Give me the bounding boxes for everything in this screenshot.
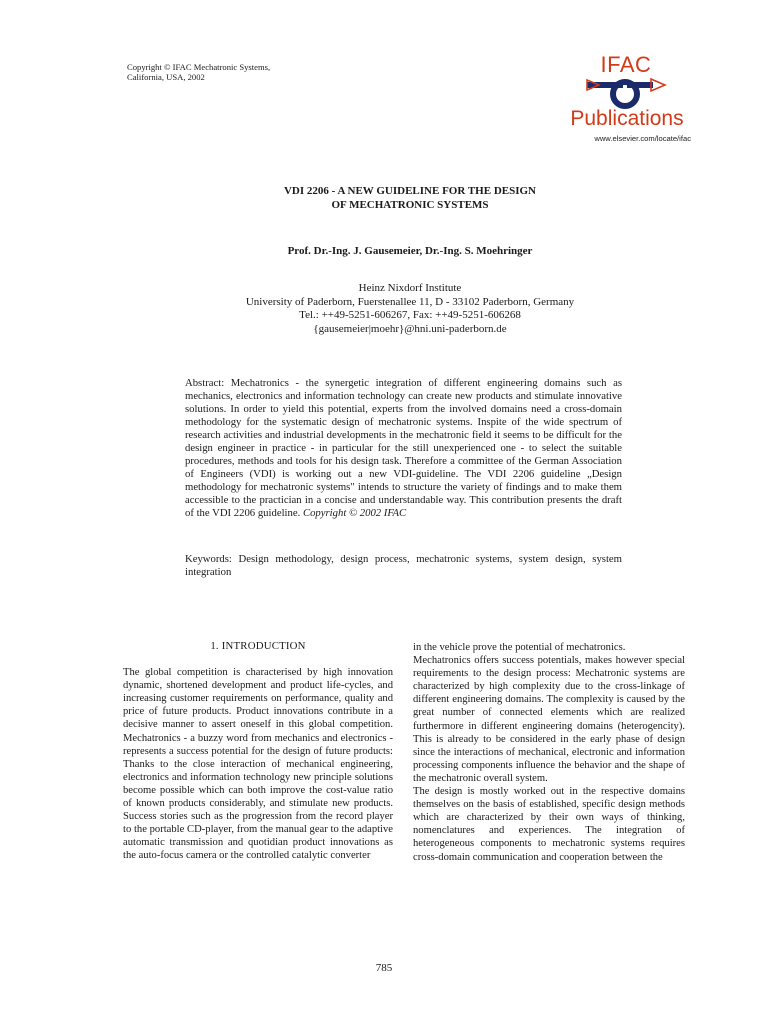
paper-title <box>180 185 640 212</box>
keywords: Keywords: Design methodology, design process, mechatronic systems, system design, system integration <box>185 553 622 578</box>
affiliation <box>160 282 660 336</box>
copyright-line-1: Copyright © IFAC Mechatronic Systems, <box>127 62 271 72</box>
left-column <box>123 640 393 863</box>
section-heading-introduction: 1. INTRODUCTION <box>210 640 306 652</box>
logo-url: www.elsevier.com/locate/ifac <box>594 134 691 143</box>
affiliation-university: University of Paderborn, Fuerstenallee 11, D - 33102 Paderborn, Germany <box>245 295 575 308</box>
affiliation-email: {gausemeier|moehr}@hni.uni-paderborn.de <box>313 322 507 335</box>
title-line-1: VDI 2206 - A NEW GUIDELINE FOR THE DESIGN <box>283 185 537 197</box>
title-line-2: OF MECHATRONIC SYSTEMS <box>331 198 489 211</box>
affiliation-phone: Tel.: ++49-5251-606267, Fax: ++49-5251-606268 <box>299 309 521 321</box>
intro-paragraph-1: The global competition is characterised by high innovation dynamic, shortened development and product life-cycles, and increasing customer requirements on performance, quality and price of future products. Product innovations contribute in a decisive manner to assert oneself in this global competition. Mechatronics - a buzzy word from mechanics and electronics - represents a success potential for the design of future products: Thanks to the close interaction of mechanical engineering, electronics and information technology new principle solutions become possible which can both improve the cost-value ratio of known products considerably, and stimulate new products. Success stories such as the progression from the record player to the portable CD-player, from the manual gear to the adaptive automatic transmission and quotidian product innovations as the auto-focus camera or the controlled catalytic converter <box>123 667 393 862</box>
copyright-notice <box>127 62 347 82</box>
logo-publications-text: Publications <box>570 107 684 130</box>
ifac-publications-logo <box>555 52 690 147</box>
abstract <box>185 377 622 520</box>
right-paragraph-1: in the vehicle prove the potential of mechatronics. <box>413 642 626 653</box>
logo-ifac-text: IFAC <box>600 52 652 77</box>
right-column <box>413 641 685 864</box>
page-number: 785 <box>375 962 393 974</box>
paper-authors: Prof. Dr.-Ing. J. Gausemeier, Dr.-Ing. S. Moehringer <box>287 245 533 257</box>
abstract-text: Abstract: Mechatronics - the synergetic integration of different engineering domains such as mechanics, electronics and information technology can create new products and stimulate innovative solutions. In order to yield this potential, experts from the involved domains need a cross-domain methodology for the systematic design of mechatronic systems. Inspite of the wide spectrum of research activities and industrial developments in the mechatronic field it seems to be difficult for the design engineer in practice - in particular for the still unexperienced one - to select the suitable procedures, methods and tools for his design task. Therefore a committee of the German Association of Engineers (VDI) is working out a new VDI-guideline. The VDI 2206 guideline „Design methodology for mechatronic systems" intends to structure the variety of findings and to make them accessible to the practician in a concise and understandable way. This contribution presents the draft of the VDI 2206 guideline. <box>185 377 622 519</box>
right-paragraph-3: The design is mostly worked out in the respective domains themselves on the basis of established, specific design methods which are characterized by their own ways of thinking, nomenclatures and experiences. The integration of heterogeneous components to mechatronic systems requires cross-domain communication and cooperation between the <box>413 786 685 863</box>
affiliation-institute: Heinz Nixdorf Institute <box>358 282 462 294</box>
logo-emblem-icon <box>583 77 671 109</box>
copyright-line-2: California, USA, 2002 <box>127 72 205 82</box>
right-paragraph-2: Mechatronics offers success potentials, makes however special requirements to the design process: Mechatronic systems are characterized by high complexity due to the cross-linkage of different engineering domains. The complexity is caused by the great number of connected elements which are realized furthermore in different engineering domains (heterogencity). This is already to be considered in the early phase of design since the interactions of mechanical, electronic and information processing components influence the behavior and the shape of the mechatronic overall system. <box>413 655 685 784</box>
abstract-copyright-note: Copyright © 2002 IFAC <box>302 507 407 519</box>
